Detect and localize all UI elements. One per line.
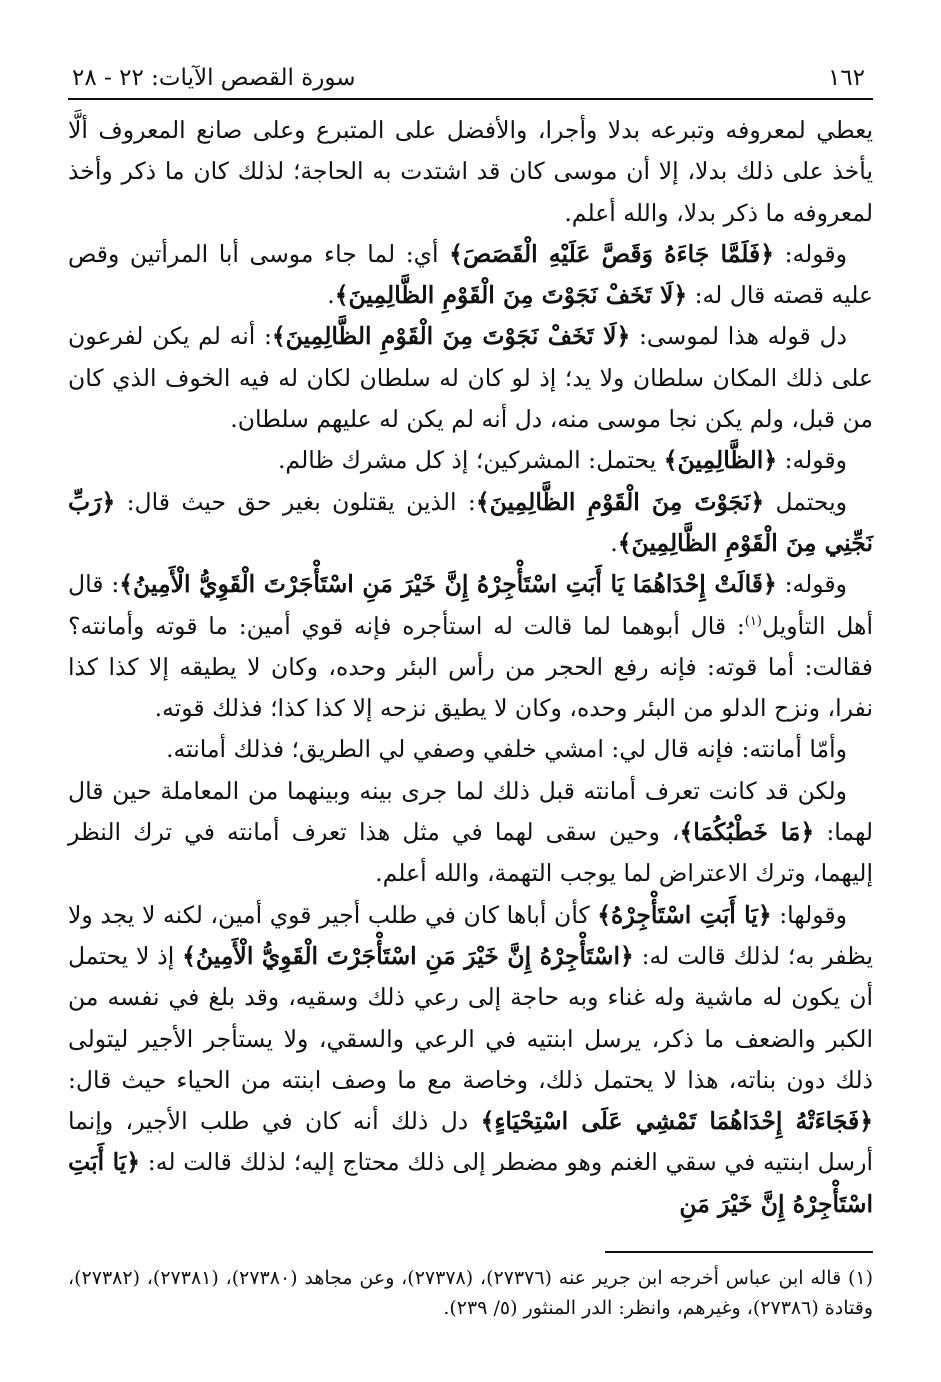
text-segment: : الذين يقتلون بغير حق حيث قال: <box>115 487 476 516</box>
quran-verse: ﴿قَالَتْ إِحْدَاهُمَا يَا أَبَتِ اسْتَأْجِرْهُ إِنَّ خَيْرَ مَنِ اسْتَأْجَرْتَ الْقَوِيُّ الْأَمِينُ﴾ <box>119 570 777 599</box>
paragraph <box>68 110 873 234</box>
text-segment: إذ لا يحتمل أن يكون له ماشية وله غناء وبه حاجة إلى رعي ذلك وسقيه، وقد بلغ في نفسه من الكبر والضعف ما ذكر، يرسل ابنتيه في الرعي والسقي، ولا يستأجر الأجير ليتولى ذلك دون بناته، هذا لا يحتمل ذلك، وخاصة مع ما وصف ابنته من الحياء حيث قال: <box>68 941 873 1094</box>
paragraph <box>68 234 873 317</box>
quran-verse: ﴿رَبِّ نَجِّنِي مِنَ الْقَوْمِ الظَّالِمِينَ﴾ <box>68 487 873 557</box>
paragraph <box>68 895 873 1225</box>
text-segment: . <box>610 528 618 557</box>
text-segment: يعطي لمعروفه وتبرعه بدلا وأجرا، والأفضل على المتبرع وعلى صانع المعروف ألَّا يأخذ على ذلك بدلا، إلا أن موسى كان قد اشتدت به الحاجة؛ لذلك كان ما ذكر وأخذ لمعروفه ما ذكر بدلا، والله أعلم. <box>68 116 873 227</box>
text-segment: : قال أبوهما لما قالت له استأجره فإنه قوي أمين: ما قوته وأمانته؟ فقالت: أما قوته: فإنه رفع الحجر من رأس البئر وحده، وكان لا يطيقه إلا كذا كذا نفرا، ونزح الدلو من البئر وحده، وكان لا يطيق نزحه إلا كذا كذا؛ فذلك قوته. <box>68 611 873 723</box>
text-segment: أي: لما جاء موسى أبا المرأتين وقص عليه قصته قال له: <box>68 239 873 310</box>
text-segment: : قال أهل التأويل <box>68 570 873 640</box>
quran-verse: ﴿يَا أَبَتِ اسْتَأْجِرْهُ إِنَّ خَيْرَ مَنِ <box>68 1148 873 1218</box>
quran-verse: ﴿اسْتَأْجِرْهُ إِنَّ خَيْرَ مَنِ اسْتَأْجَرْتَ الْقَوِيُّ الْأَمِينُ﴾ <box>182 941 634 970</box>
quran-verse: ﴿فَجَاءَتْهُ إِحْدَاهُمَا تَمْشِي عَلَى اسْتِحْيَاءٍ﴾ <box>480 1107 873 1136</box>
text-segment: وقولها: <box>771 900 847 929</box>
quran-verse: ﴿يَا أَبَتِ اسْتَأْجِرْهُ﴾ <box>597 900 772 929</box>
paragraph <box>68 482 873 565</box>
quran-verse: ﴿الظَّالِمِينَ﴾ <box>663 446 778 475</box>
quran-verse: ﴿لَا تَخَفْ نَجَوْتَ مِنَ الْقَوْمِ الظَّالِمِينَ﴾ <box>271 322 631 351</box>
paragraph <box>68 316 873 440</box>
footnote-marker: (١) <box>744 613 762 629</box>
footnote: (١) قاله ابن عباس أخرجه ابن جرير عنه (٢٧٣٧٦)، (٢٧٣٧٨)، وعن مجاهد (٢٧٣٨٠)، (٢٧٣٨١)، (٢٧٣٨٢)، وقتادة (٢٧٣٨٦)، وغيرهم، وانظر: الدر المنثور (٥/ ٢٣٩). <box>68 1267 874 1320</box>
page-number: ١٦٢ <box>827 65 865 91</box>
quran-verse: ﴿نَجَوْتَ مِنَ الْقَوْمِ الظَّالِمِينَ﴾ <box>475 487 765 516</box>
text-segment: وقوله: <box>777 446 847 475</box>
text-segment: يحتمل: المشركين؛ إذ كل مشرك ظالم. <box>277 446 664 475</box>
text-segment: وقوله: <box>774 239 848 268</box>
text-segment: دل قوله هذا لموسى: <box>630 322 847 351</box>
paragraph <box>68 440 873 481</box>
body-text <box>68 110 873 1225</box>
text-segment: ، وحين سقى لهما في مثل هذا تعرف أمانته في ترك النظر إليهما، وترك الاعتراض لما يوجب التهمة، والله أعلم. <box>68 818 873 888</box>
quran-verse: ﴿مَا خَطْبُكُمَا﴾ <box>679 818 815 847</box>
paragraph <box>68 564 873 729</box>
page-header <box>68 58 873 100</box>
quran-verse: ﴿لَا تَخَفْ نَجَوْتَ مِنَ الْقَوْمِ الظَّالِمِينَ﴾ <box>334 281 688 310</box>
text-segment: ولكن قد كانت تعرف أمانته قبل ذلك لما جرى بينه وبينهما من المعاملة حين قال لهما: <box>68 776 873 847</box>
paragraph <box>68 729 873 770</box>
text-segment: وقوله: <box>776 570 847 599</box>
footnotes <box>68 1263 873 1323</box>
running-title: سورة القصص الآيات: ٢٢ - ٢٨ <box>72 65 356 91</box>
footnote-divider <box>605 1251 873 1253</box>
text-segment: وأمّا أمانته: فإنه قال لي: امشي خلفي وصفي لي الطريق؛ فذلك أمانته. <box>166 735 847 764</box>
text-segment: . <box>327 281 335 310</box>
text-segment: ويحتمل <box>764 487 847 516</box>
text-segment: : أنه لم يكن لفرعون على ذلك المكان سلطان ولا يد؛ إذ لو كان له سلطان لكان له فيه الخوف الذي كان من قبل، ولم يكن نجا موسى منه، دل أنه لم يكن له عليهم سلطان. <box>68 322 873 434</box>
quran-verse: ﴿فَلَمَّا جَاءَهُ وَقَصَّ عَلَيْهِ الْقَصَصَ﴾ <box>449 239 775 268</box>
paragraph <box>68 771 873 895</box>
text-segment: كأن أباها كان في طلب أجير قوي أمين، لكنه لا يجد ولا يظفر به؛ لذلك قالت له: <box>68 900 873 970</box>
text-segment: دل ذلك أنه كان في طلب الأجير، وإنما أرسل ابنتيه في سقي الغنم وهو مضطر إلى ذلك محتاج إليه؛ لذلك قالت له: <box>68 1107 873 1177</box>
